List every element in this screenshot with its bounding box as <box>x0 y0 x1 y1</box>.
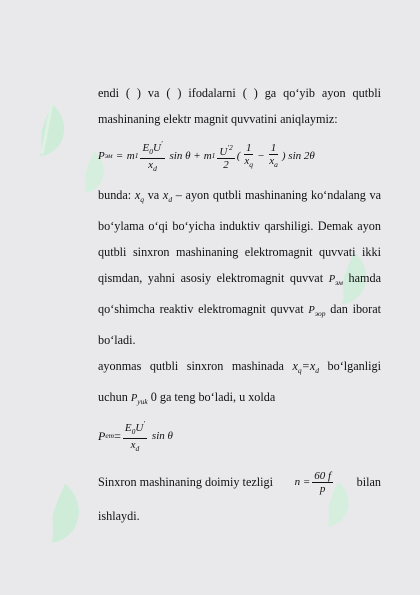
formula-nonsalient-power: P em = $\frac{E_0U'}{x_d}$ sin θ <box>98 418 173 453</box>
document-body <box>98 80 381 529</box>
watermark-leaf-icon <box>40 478 90 548</box>
fraction-1-xa: $\frac{1}{x_a}$ <box>269 141 278 169</box>
fraction-e0u-xd-2: $\frac{E_0U'}{x_d}$ <box>124 418 145 453</box>
fraction-1-xq: $\frac{1}{x_q}$ <box>244 141 254 169</box>
fraction-u2-2: $\frac{U^{'2}}{2}$ <box>219 142 233 171</box>
formula-electromagnetic-power: P эм = m 1 $\frac{E_0U'}{x_d}$ sin θ + m 1 $\frac{U^{'2}}{2}$ ( $\frac{1}{x_q}$ − $\frac{1}{x_a}$ ) sin 2θ <box>98 138 315 173</box>
paragraph-speed: Sinxron mashinaning doimiy tezligi n = $\frac{60 f}{p}$ bilan <box>98 469 381 495</box>
fraction-e0u-xd: $\frac{E_0U'}{x_d}$ <box>142 138 163 173</box>
paragraph-speed-end: ishlaydi. <box>98 509 140 523</box>
watermark-leaf-icon <box>30 100 74 160</box>
paragraph-nonsalient: ayonmas qutbli sinxron mashinada $x_q=x_d$ bo‘lganligi uchun $P_{yuk}$ 0 ga teng bo‘ladi, u xolda <box>98 359 381 406</box>
paragraph-intro: endi ( ) va ( ) ifodalarni ( ) ga qo‘yib ayon qutbli mashinaning elektr magnit quvvatini aniqlaymiz: <box>98 86 381 126</box>
paragraph-definitions: bunda: $x_q$ va $x_d$ – ayon qutbli mashinaning ko‘ndalang va bo‘ylama o‘qi bo‘yicha induktiv qarshiligi. Demak ayon qutbli sinxron mashinaning elektromagnit quvvati ikki qismdan, yahni asosiy elektromagnit quvvat $P_{эм}$ hamda qo‘shimcha reaktiv elektromagnit quvvat $P_{эор}$ dan iborat bo‘ladi. <box>98 188 381 347</box>
formula-speed: n = $\frac{60 f}{p}$ <box>294 469 332 495</box>
